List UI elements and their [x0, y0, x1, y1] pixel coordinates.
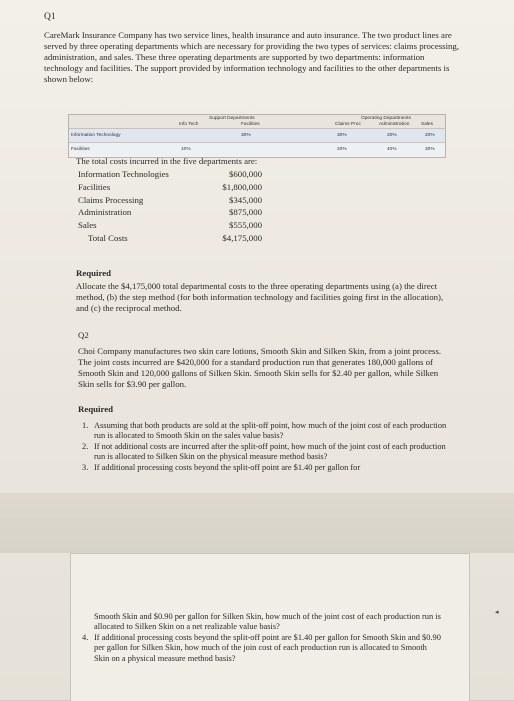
question-2-label: Q2 [78, 330, 89, 340]
cursor-mark-icon: ◂ [495, 609, 499, 616]
cost-name: Facilities [78, 181, 111, 192]
column-claims-proc: Claims Proc [335, 122, 361, 127]
total-costs-row [78, 232, 278, 245]
list-item [78, 219, 278, 232]
question-2-items [82, 421, 458, 473]
department-costs-list [78, 168, 278, 245]
question-1-required-text: Allocate the $4,175,000 total departmental costs to the three operating departments using (a) the direct method, (b) the step method (for both information technology and facilities going first in the allocation), and (c) the reciprocal method. [76, 281, 444, 313]
page-gap [0, 493, 514, 553]
column-info-tech: Info Tech [179, 122, 199, 127]
table-row [69, 143, 445, 156]
row-label-facilities: Facilities [71, 147, 90, 152]
list-item [82, 463, 458, 473]
cost-amount: $1,800,000 [222, 181, 262, 192]
cost-amount: $600,000 [229, 169, 262, 179]
support-allocation-table [68, 114, 446, 158]
column-facilities: Facilities [241, 122, 260, 127]
item-number: 4. [82, 633, 89, 642]
total-costs-amount: $4,175,000 [222, 232, 262, 243]
table-cell: 20% [425, 133, 435, 138]
operating-departments-header: Operating Departments [361, 116, 411, 121]
question-1-intro: CareMark Insurance Company has two service lines, health insurance and auto insurance. The two product lines are served by three operating departments which are necessary for providing the two types of services: claims processing, administration, and sales. These three operating departments are supported by two departments: information technology and facilities. The support provided by information technology and facilities to the other departments is shown below: [44, 30, 460, 84]
table-cell: 30% [337, 133, 347, 138]
list-item [82, 421, 458, 442]
row-label-information-technology: Information Technology [71, 133, 121, 138]
table-cell: 40% [387, 147, 397, 152]
question-1-label: Q1 [44, 12, 56, 22]
table-cell: 30% [241, 133, 251, 138]
item-text: If additional processing costs beyond the split-off point are $1.40 per gallon for [94, 462, 361, 472]
list-item [82, 633, 442, 664]
item-number: 2. [82, 441, 89, 451]
list-item [78, 168, 278, 181]
question-1-required-label: Required [76, 268, 112, 278]
cost-amount: $555,000 [229, 220, 262, 231]
cost-amount: $345,000 [229, 194, 262, 205]
list-item [78, 194, 278, 207]
item-number: 1. [82, 421, 89, 430]
table-cell: 30% [425, 147, 435, 152]
cost-name: Sales [78, 220, 97, 231]
question-2-intro: Choi Company manufactures two skin care lotions, Smooth Skin and Silken Skin, from a joint process. The joint costs incurred are $420,000 for a standard production run that generates 180,000 gallons of Smooth Skin and 120,000 gallons of Silken Skin. Smooth Skin sells for $2.40 per gallon, while Silken Skin sells for $3.90 per gallon. [78, 346, 442, 389]
list-item [82, 442, 458, 463]
total-costs-label: Total Costs [88, 232, 128, 243]
item-3-continuation: Smooth Skin and $0.90 per gallon for Silken Skin, how much of the joint cost of each production run is allocated to Silken Skin on a net realizable value basis? [94, 612, 441, 632]
costs-intro: The total costs incurred in the five departments are: [76, 156, 258, 166]
support-departments-header: Support Departments [209, 116, 255, 121]
table-cell: 20% [337, 147, 347, 152]
table-cell: 20% [387, 133, 397, 138]
table-cell: 10% [181, 147, 191, 152]
list-item [78, 181, 278, 194]
cost-name: Administration [78, 207, 132, 218]
cost-amount: $875,000 [229, 207, 262, 218]
item-text: If not additional costs are incurred after the split-off point, how much of the joint cost of each production run is allocated to Silken Skin on the physical measure method basis? [94, 441, 446, 462]
list-item [78, 206, 278, 219]
table-row [69, 129, 445, 143]
cost-name: Claims Processing [78, 194, 144, 205]
question-2-items-continued [82, 633, 442, 664]
item-text: Assuming that both products are sold at the split-off point, how much of the joint cost of each production run is allocated to Smooth Skin on the sales value basis? [94, 421, 447, 441]
item-text: If additional processing costs beyond the split-off point are $1.40 per gallon for Smooth Skin and $0.90 per gallon for Silken Skin, how much of the join cost of each production run is allocated to Smooth Skin on a physical measure method basis? [94, 633, 441, 663]
question-2-required-label: Required [78, 404, 114, 414]
cost-name: Information Technologies [78, 169, 169, 179]
item-number: 3. [82, 462, 89, 472]
column-administration: Administration [379, 122, 410, 127]
column-sales: Sales [421, 122, 433, 127]
